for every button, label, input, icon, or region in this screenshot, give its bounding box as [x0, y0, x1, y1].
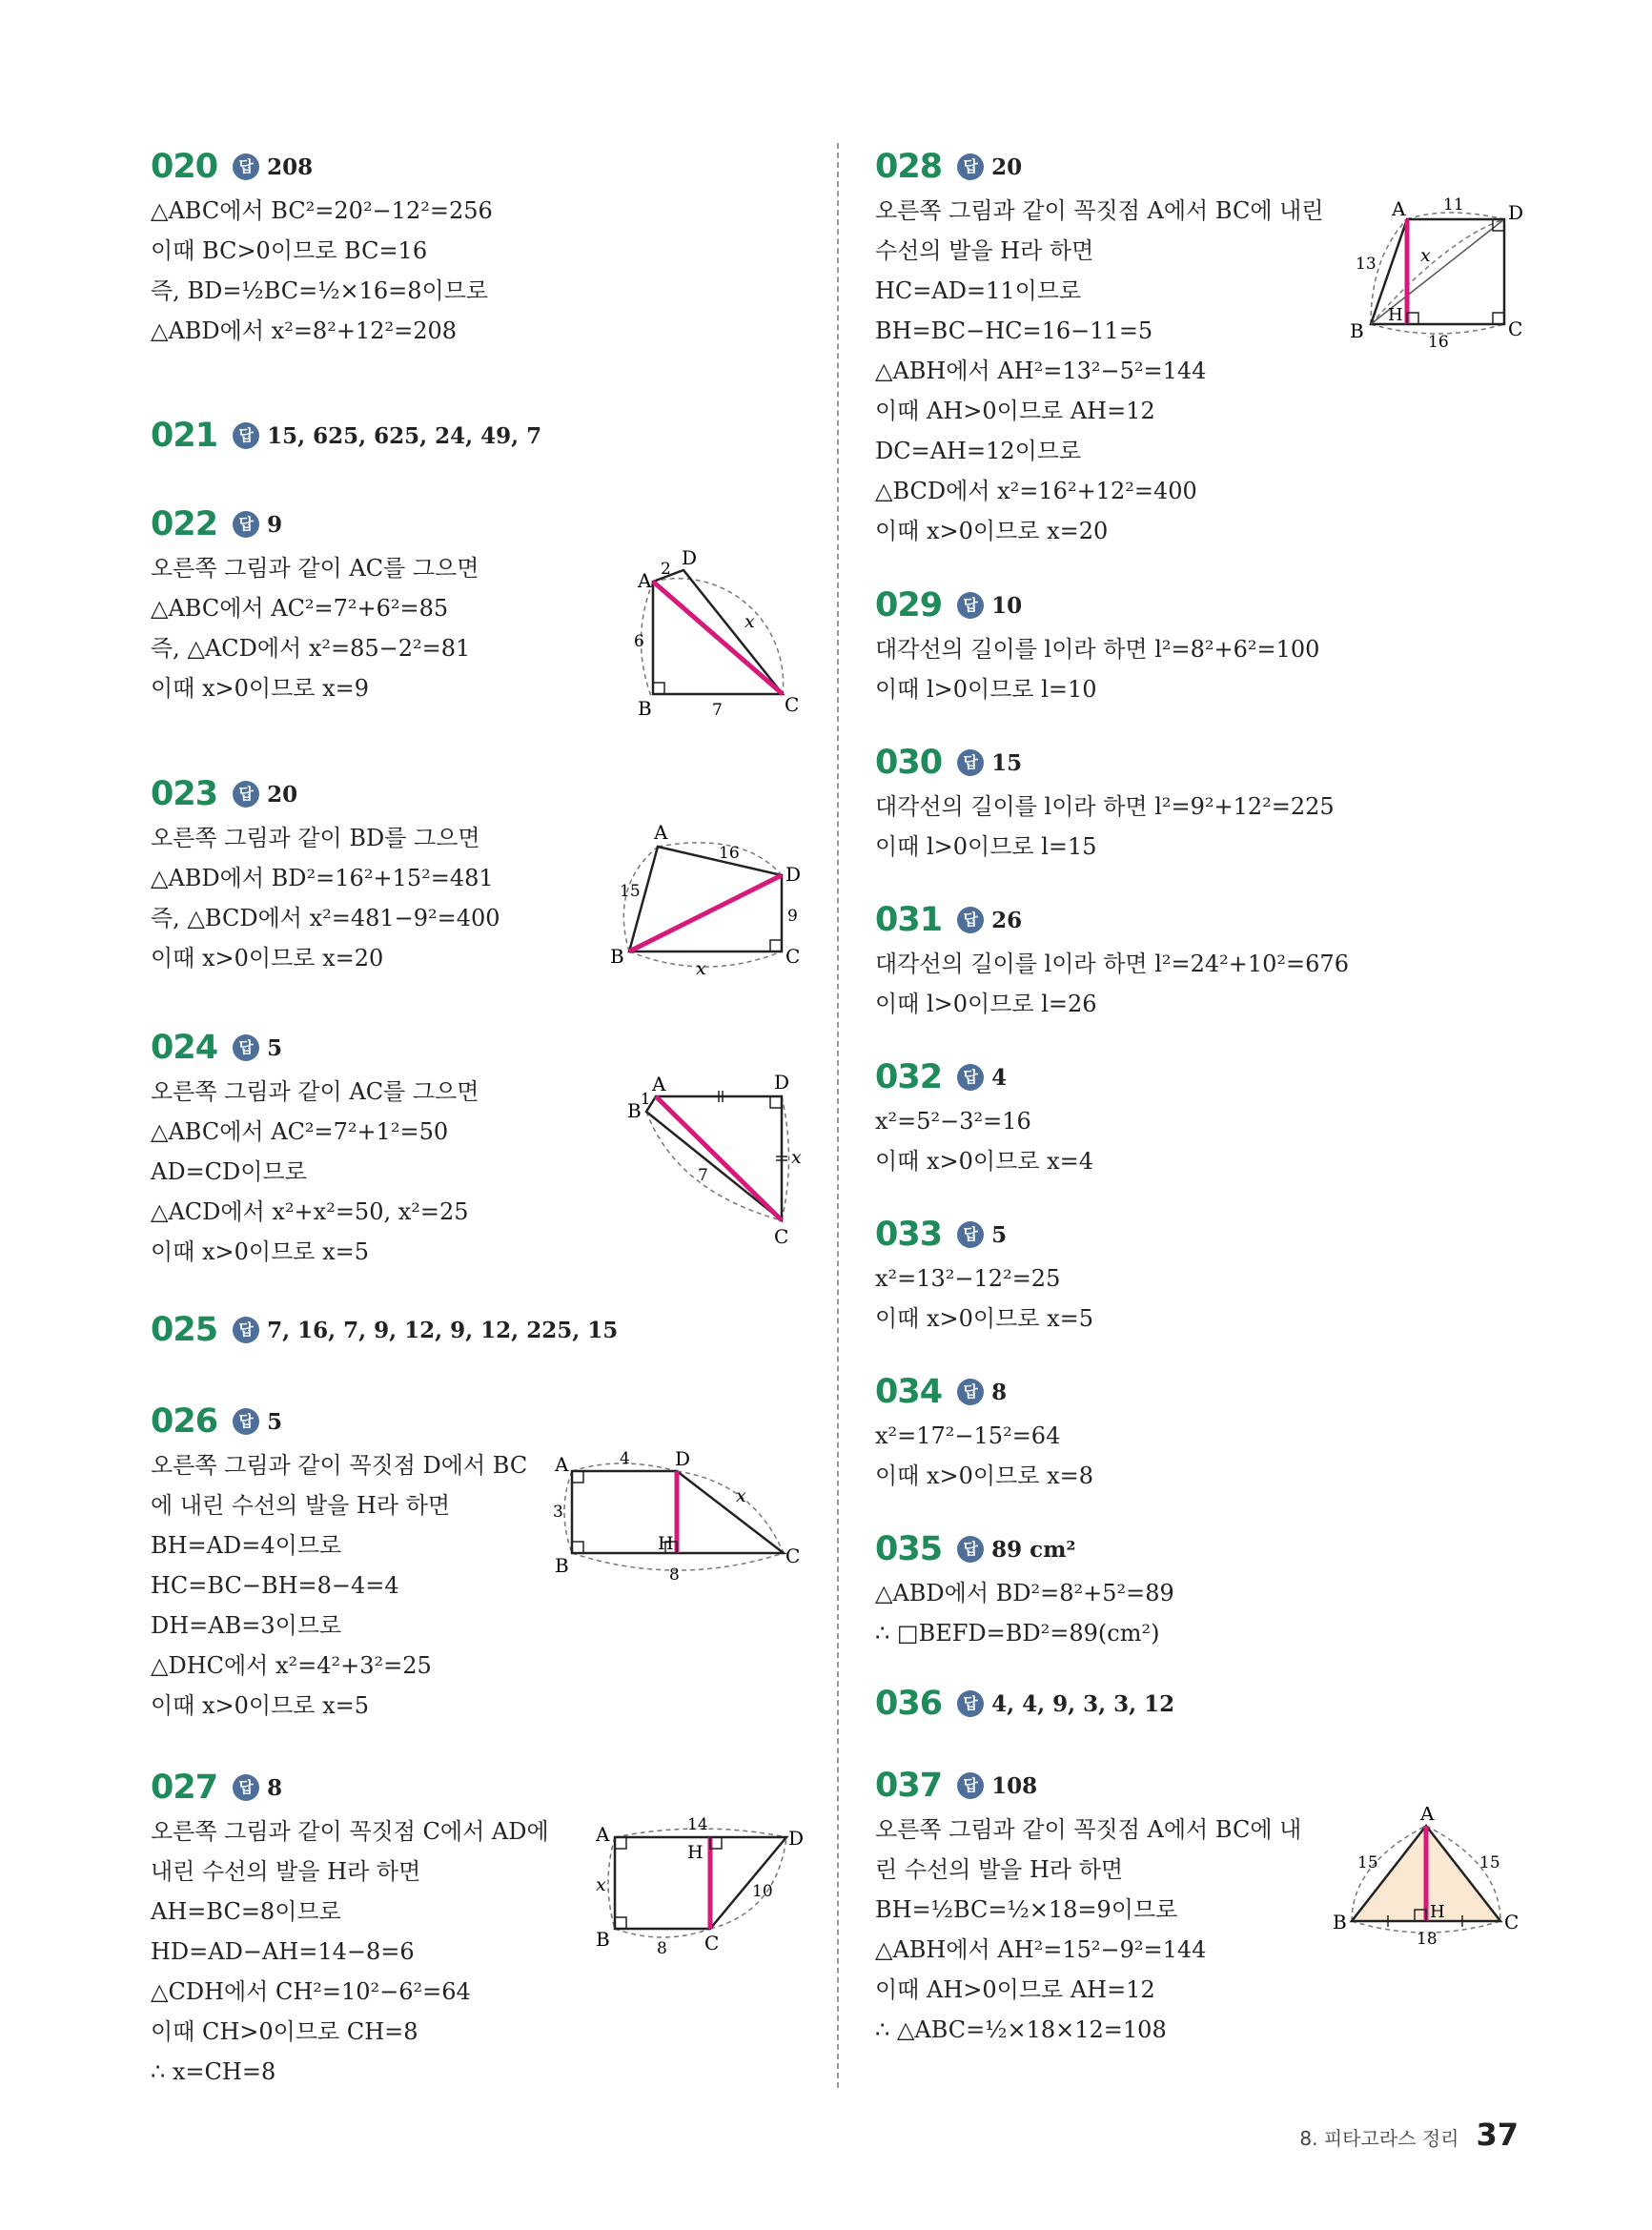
side-label: 3 — [553, 1503, 563, 1522]
solution-line: 이때 AH>0이므로 AH=12 — [875, 398, 1155, 424]
figure-022 — [624, 543, 815, 725]
solution-line: △ABH에서 AH²=15²−9²=144 — [875, 1936, 1207, 1963]
label-h: H — [1388, 305, 1403, 325]
problem-025 — [151, 1306, 818, 1354]
problem-number: 036 — [875, 1685, 943, 1723]
side-label: 16 — [719, 844, 740, 863]
solution-line: HC=BC−BH=8−4=4 — [151, 1572, 399, 1599]
solution-line: 오른쪽 그림과 같이 꼭짓점 C에서 AD에 — [151, 1818, 549, 1845]
answer-value: 208 — [267, 153, 314, 180]
label-c: C — [704, 1932, 720, 1954]
label-b: B — [1333, 1911, 1347, 1933]
figure-027 — [577, 1807, 806, 1959]
problem-header — [151, 412, 818, 460]
solution-line: △ABC에서 BC²=20²−12²=256 — [151, 197, 493, 224]
label-b: B — [610, 945, 624, 968]
problem-header — [875, 896, 1542, 944]
solution-line: 오른쪽 그림과 같이 BD를 그으면 — [151, 825, 480, 851]
problem-header — [875, 739, 1542, 787]
side-label: 2 — [661, 560, 671, 579]
label-d: D — [1508, 201, 1524, 224]
answer-badge: 답 — [233, 1034, 259, 1061]
side-label: 15 — [1479, 1853, 1500, 1872]
side-label: 8 — [669, 1565, 680, 1585]
problem-number: 031 — [875, 901, 943, 939]
side-label: 15 — [1357, 1853, 1378, 1872]
answer-value: 15 — [991, 749, 1023, 776]
side-label: 7 — [698, 1166, 708, 1185]
solution-line: DC=AH=12이므로 — [875, 438, 1082, 464]
solution-line: 이때 CH>0이므로 CH=8 — [151, 2018, 418, 2045]
problem-header — [875, 1368, 1542, 1416]
label-a: A — [1420, 1807, 1435, 1825]
solution-line: 대각선의 길이를 l이라 하면 l²=9²+12²=225 — [875, 793, 1335, 820]
side-label: 13 — [1356, 255, 1377, 274]
solution-line: 이때 x>0이므로 x=4 — [875, 1148, 1094, 1175]
label-b: B — [555, 1554, 569, 1577]
solution-line: 즉, BD=½BC=½×16=8이므로 — [151, 277, 489, 304]
answer-value: 8 — [991, 1379, 1008, 1405]
side-label: x — [791, 1147, 802, 1168]
solution-line: 오른쪽 그림과 같이 꼭짓점 D에서 BC — [151, 1452, 528, 1479]
label-c: C — [785, 1545, 801, 1567]
side-label: 16 — [1428, 333, 1449, 352]
solution-line: ∴ △ABC=½×18×12=108 — [875, 2016, 1167, 2043]
solution-line: 이때 x>0이므로 x=20 — [151, 945, 384, 972]
problem-021 — [151, 412, 818, 460]
figure-024 — [620, 1068, 810, 1249]
solution-line: BH=½BC=½×18=9이므로 — [875, 1896, 1178, 1923]
problem-header — [151, 1764, 818, 1811]
solution-line: 대각선의 길이를 l이라 하면 l²=8²+6²=100 — [875, 636, 1320, 663]
solution-line: 대각선의 길이를 l이라 하면 l²=24²+10²=676 — [875, 951, 1349, 977]
label-d: D — [675, 1447, 691, 1470]
problem-header — [151, 1398, 818, 1445]
solution-line: 즉, △ACD에서 x²=85−2²=81 — [151, 635, 471, 662]
problem-header — [875, 1211, 1542, 1258]
problem-034 — [875, 1368, 1542, 1496]
problem-number: 024 — [151, 1029, 218, 1067]
side-label: 7 — [712, 701, 723, 720]
solution-line: △DHC에서 x²=4²+3²=25 — [151, 1652, 432, 1679]
label-a: A — [555, 1453, 569, 1476]
solution-line: △ACD에서 x²+x²=50, x²=25 — [151, 1198, 469, 1225]
problem-number: 025 — [151, 1311, 218, 1349]
problem-033 — [875, 1211, 1542, 1339]
page-number: 37 — [1476, 2117, 1519, 2153]
label-c: C — [1504, 1911, 1519, 1933]
label-a: A — [654, 821, 668, 844]
solution-line: x²=5²−3²=16 — [875, 1108, 1031, 1135]
solution-line: 오른쪽 그림과 같이 꼭짓점 A에서 BC에 내린 — [875, 197, 1324, 224]
problem-number: 033 — [875, 1216, 943, 1254]
solution-line: HC=AD=11이므로 — [875, 277, 1082, 304]
solution-line: 린 수선의 발을 H라 하면 — [875, 1856, 1124, 1883]
chapter-title: 8. 피타고라스 정리 — [1299, 2127, 1459, 2150]
solution-line: 이때 l>0이므로 l=26 — [875, 991, 1097, 1017]
problem-header — [151, 770, 818, 818]
answer-value: 10 — [991, 592, 1023, 619]
problem-header — [875, 143, 1542, 191]
solution-line: 수선의 발을 H라 하면 — [875, 237, 1094, 264]
answer-value: 8 — [267, 1774, 283, 1801]
side-label: x — [744, 611, 755, 632]
figure-028 — [1342, 191, 1533, 358]
answer-badge: 답 — [233, 422, 259, 449]
side-label: x — [736, 1485, 746, 1506]
answer-value: 5 — [267, 1034, 283, 1061]
answer-value: 9 — [267, 511, 283, 538]
solution-line: 오른쪽 그림과 같이 꼭짓점 A에서 BC에 내 — [875, 1816, 1302, 1843]
label-d: D — [682, 546, 698, 569]
side-label: 9 — [787, 907, 798, 926]
solution-line: BH=AD=4이므로 — [151, 1532, 342, 1559]
solution-line: 이때 BC>0이므로 BC=16 — [151, 237, 428, 264]
side-label: 6 — [634, 632, 644, 651]
solution-line: 내린 수선의 발을 H라 하면 — [151, 1858, 421, 1885]
answer-badge: 답 — [233, 1774, 259, 1801]
solution-line: △CDH에서 CH²=10²−6²=64 — [151, 1978, 471, 2005]
answer-badge: 답 — [957, 1536, 984, 1563]
solution-line: △ABC에서 AC²=7²+6²=85 — [151, 595, 449, 622]
problem-029 — [875, 582, 1542, 709]
figure-037 — [1323, 1807, 1542, 1950]
solution-line: 이때 x>0이므로 x=5 — [875, 1305, 1094, 1332]
side-label: 11 — [1443, 195, 1464, 215]
problem-number: 026 — [151, 1402, 218, 1441]
problem-number: 029 — [875, 586, 943, 624]
problem-number: 032 — [875, 1058, 943, 1096]
problem-number: 022 — [151, 505, 218, 543]
solution-line: △ABD에서 BD²=8²+5²=89 — [875, 1580, 1174, 1606]
side-label: 10 — [752, 1882, 773, 1901]
side-label: 8 — [657, 1939, 667, 1958]
solution-line: AH=BC=8이므로 — [151, 1898, 341, 1925]
answer-value: 20 — [267, 781, 298, 808]
side-label: 18 — [1417, 1930, 1438, 1949]
answer-badge: 답 — [233, 153, 259, 180]
side-label: x — [596, 1874, 606, 1895]
problem-030 — [875, 739, 1542, 867]
answer-badge: 답 — [233, 781, 259, 808]
answer-badge: 답 — [233, 1408, 259, 1435]
problem-header — [875, 582, 1542, 629]
side-label: 1 — [641, 1090, 651, 1108]
solution-line: 이때 x>0이므로 x=5 — [151, 1238, 370, 1265]
page-footer — [1299, 2117, 1519, 2153]
label-c: C — [785, 693, 800, 716]
side-label: 4 — [620, 1449, 630, 1468]
figure-023 — [601, 820, 810, 982]
answer-badge: 답 — [957, 1772, 984, 1799]
solution-line: 이때 x>0이므로 x=20 — [875, 518, 1109, 544]
solution-line: 이때 l>0이므로 l=10 — [875, 676, 1097, 703]
solution-line: 에 내린 수선의 발을 H라 하면 — [151, 1492, 451, 1519]
answer-value: 26 — [991, 907, 1023, 933]
solution-line: △ABC에서 AC²=7²+1²=50 — [151, 1118, 449, 1145]
solution-line: 오른쪽 그림과 같이 AC를 그으면 — [151, 555, 479, 582]
label-c: C — [1508, 317, 1523, 340]
answer-value: 20 — [991, 153, 1023, 180]
answer-value: 5 — [267, 1408, 283, 1435]
solution-line: BH=BC−HC=16−11=5 — [875, 317, 1153, 344]
problem-header — [151, 143, 818, 191]
problem-header — [875, 1680, 1542, 1728]
label-d: D — [785, 863, 802, 886]
answer-badge: 답 — [957, 749, 984, 776]
label-a: A — [1392, 197, 1406, 220]
label-c: C — [774, 1225, 789, 1248]
answer-value: 7, 16, 7, 9, 12, 9, 12, 225, 15 — [267, 1317, 619, 1343]
answer-value: 89 cm² — [991, 1536, 1076, 1563]
problem-number: 034 — [875, 1373, 943, 1411]
problem-number: 021 — [151, 417, 218, 455]
problem-header — [875, 1525, 1542, 1573]
side-label: x — [1420, 245, 1431, 266]
problem-header — [151, 501, 818, 548]
solution-line: △ABH에서 AH²=13²−5²=144 — [875, 358, 1207, 384]
solution-line: x²=17²−15²=64 — [875, 1422, 1061, 1449]
side-label: 15 — [620, 882, 641, 901]
problem-number: 030 — [875, 744, 943, 782]
label-c: C — [785, 945, 801, 968]
problem-032 — [875, 1054, 1542, 1181]
solution-line: ∴ x=CH=8 — [151, 2058, 276, 2085]
problem-035 — [875, 1525, 1542, 1653]
answer-value: 4, 4, 9, 3, 3, 12 — [991, 1690, 1175, 1717]
problem-header — [875, 1762, 1542, 1810]
label-b: B — [638, 697, 652, 720]
solution-line: ∴ □BEFD=BD²=89(cm²) — [875, 1620, 1160, 1647]
answer-badge: 답 — [957, 1690, 984, 1717]
answer-badge: 답 — [957, 1064, 984, 1091]
solution-line: HD=AD−AH=14−8=6 — [151, 1938, 415, 1965]
answer-value: 4 — [991, 1064, 1008, 1091]
answer-badge: 답 — [957, 907, 984, 933]
label-h: H — [1430, 1902, 1445, 1922]
solution-line: DH=AB=3이므로 — [151, 1612, 342, 1639]
answer-badge: 답 — [233, 511, 259, 538]
problem-number: 020 — [151, 148, 218, 186]
problem-031 — [875, 896, 1542, 1024]
solution-line: 오른쪽 그림과 같이 AC를 그으면 — [151, 1078, 479, 1105]
answer-badge: 답 — [957, 1221, 984, 1248]
solution-line: 즉, △BCD에서 x²=481−9²=400 — [151, 905, 500, 931]
problem-number: 023 — [151, 775, 218, 813]
answer-badge: 답 — [957, 1379, 984, 1405]
side-label: x — [696, 958, 706, 979]
problem-header — [151, 1306, 818, 1354]
label-h: H — [658, 1533, 674, 1554]
solution-line: 이때 l>0이므로 l=15 — [875, 833, 1097, 860]
solution-line: △ABD에서 x²=8²+12²=208 — [151, 317, 458, 344]
problem-header — [151, 1024, 818, 1072]
solution-line: x²=13²−12²=25 — [875, 1265, 1061, 1292]
problem-036 — [875, 1680, 1542, 1728]
solution-line: 이때 AH>0이므로 AH=12 — [875, 1976, 1155, 2003]
label-b: B — [627, 1099, 642, 1122]
label-a: A — [638, 569, 652, 592]
problem-number: 035 — [875, 1530, 943, 1568]
answer-value: 108 — [991, 1772, 1038, 1799]
solution-line: AD=CD이므로 — [151, 1158, 307, 1185]
problem-header — [875, 1054, 1542, 1101]
label-d: D — [788, 1827, 805, 1850]
side-label: 14 — [687, 1815, 708, 1834]
answer-value: 5 — [991, 1221, 1008, 1248]
answer-badge: 답 — [233, 1317, 259, 1343]
problem-number: 027 — [151, 1769, 218, 1807]
answer-badge: 답 — [957, 592, 984, 619]
label-a: A — [652, 1073, 666, 1095]
answer-value: 15, 625, 625, 24, 49, 7 — [267, 422, 542, 449]
solution-line: △ABD에서 BD²=16²+15²=481 — [151, 865, 494, 891]
label-d: D — [774, 1071, 790, 1094]
label-b: B — [596, 1928, 610, 1951]
solution-line: △BCD에서 x²=16²+12²=400 — [875, 478, 1197, 504]
label-h: H — [687, 1842, 704, 1863]
problem-020 — [151, 143, 818, 351]
solution-line: 이때 x>0이므로 x=5 — [151, 1692, 370, 1719]
label-b: B — [1350, 319, 1364, 342]
solution-line: 이때 x>0이므로 x=9 — [151, 675, 370, 702]
label-a: A — [596, 1823, 610, 1846]
answer-badge: 답 — [957, 153, 984, 180]
problem-number: 028 — [875, 148, 943, 186]
problem-number: 037 — [875, 1767, 943, 1805]
figure-026 — [543, 1444, 801, 1587]
solution-line: 이때 x>0이므로 x=8 — [875, 1463, 1094, 1489]
column-divider — [837, 143, 839, 2088]
